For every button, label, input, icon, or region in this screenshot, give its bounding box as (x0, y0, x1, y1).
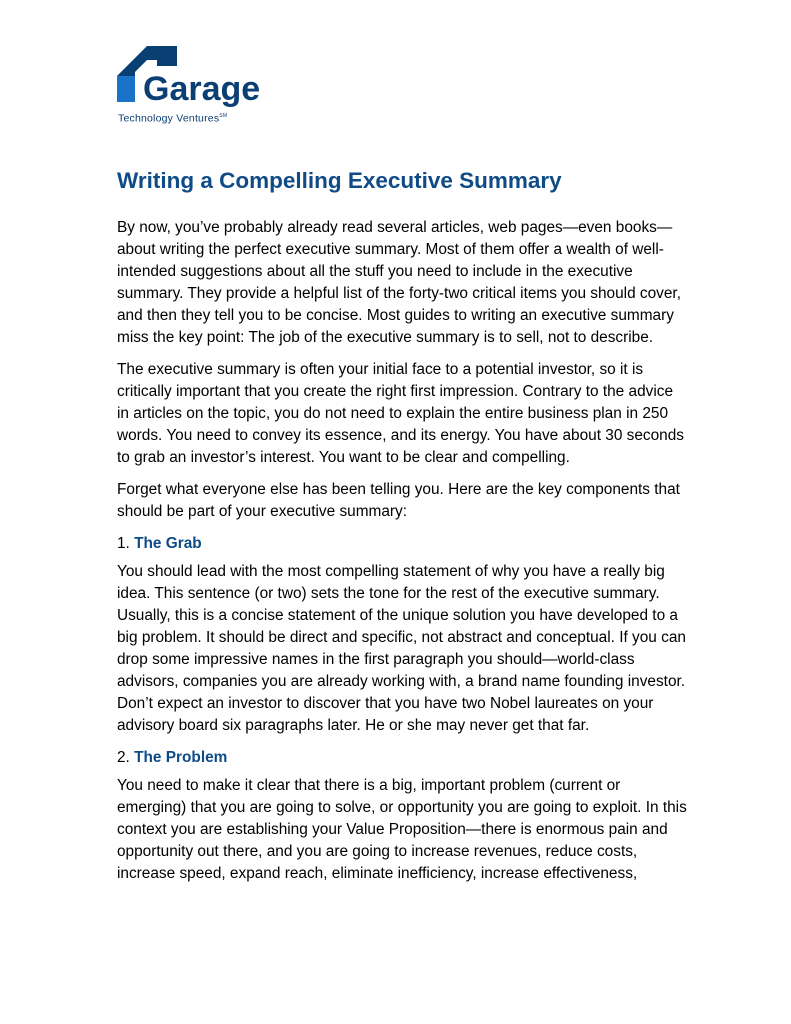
document-title: Writing a Compelling Executive Summary (117, 168, 562, 193)
garage-logo (117, 46, 277, 126)
section-title: The Problem (134, 749, 228, 766)
logo-wordmark: Garage (143, 70, 261, 108)
section-heading-grab (117, 533, 687, 555)
intro-paragraph-2: The executive summary is often your initial face to a potential investor, so it is critically important that you create the right first impression. Contrary to the advice in articles on the topic, you do not need to explain the entire business plan in 250 words. You need to convey its essence, and its energy. You have about 30 seconds to grab an investor’s interest. You want to be clear and compelling. (117, 361, 685, 466)
document-body (117, 166, 687, 895)
section-title: The Grab (134, 535, 202, 552)
trademark-mark: SM (219, 113, 228, 119)
section-number: 1. (117, 535, 135, 552)
section-heading-problem (117, 747, 687, 769)
section-number: 2. (117, 749, 135, 766)
section-body-problem: You need to make it clear that there is a big, important problem (current or emerging) that you are going to solve, or opportunity you are going to exploit. In this context you are establishing your Value Proposition—there is enormous pain and opportunity out there, and you are going to increase revenues, reduce costs, increase speed, expand reach, eliminate inefficiency, increase effectiveness, (117, 777, 687, 882)
intro-paragraph-1: By now, you’ve probably already read several articles, web pages—even books—about writing the perfect executive summary. Most of them offer a wealth of well-intended suggestions about all the stuff you need to include in the executive summary. They provide a helpful list of the forty-two critical items you should cover, and then they tell you to be concise. Most guides to writing an executive summary miss the key point: The job of the executive summary is to sell, not to describe. (117, 219, 681, 346)
intro-paragraph-3: Forget what everyone else has been telling you. Here are the key components that should be part of your executive summary: (117, 481, 680, 520)
logo-tagline: Technology Ventures℠ (118, 112, 228, 125)
section-body-grab: You should lead with the most compelling statement of why you have a really big idea. This sentence (or two) sets the tone for the rest of the executive summary. Usually, this is a concise statement of the unique solution you have developed to a big problem. It should be direct and specific, not abstract and conceptual. If you can drop some impressive names in the first paragraph you should—world-class advisors, companies you are already working with, a brand name founding investor. Don’t expect an investor to discover that you have two Nobel laureates on your advisory board six paragraphs later. He or she may never get that far. (117, 563, 686, 734)
